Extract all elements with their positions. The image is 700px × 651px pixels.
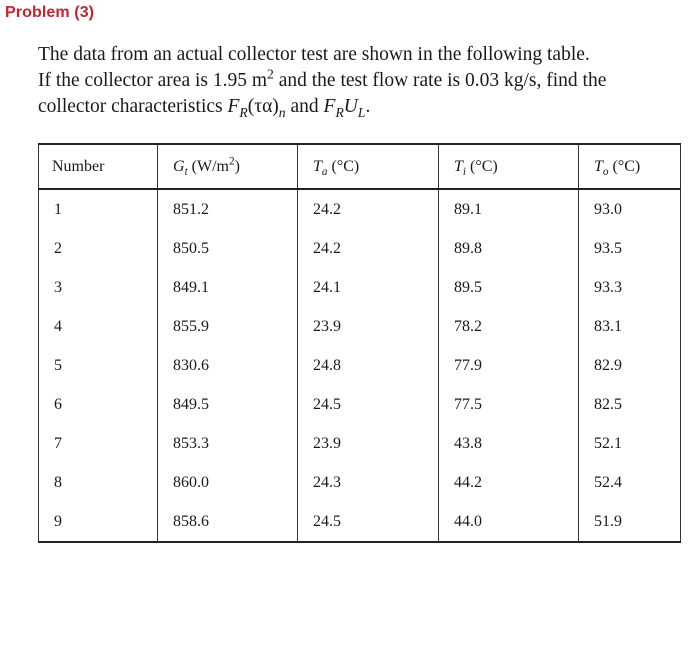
- statement-end-period: .: [365, 96, 371, 117]
- cell-ta: 24.3: [298, 463, 439, 502]
- table-row: [39, 189, 681, 229]
- cell-number: 9: [39, 502, 158, 542]
- cell-to: 51.9: [579, 502, 681, 542]
- collector-test-table: [38, 143, 681, 543]
- statement-line-1: The data from an actual collector test are shown in the following table.: [38, 44, 590, 65]
- cell-gt: 858.6: [158, 502, 298, 542]
- header-number: Number: [39, 144, 158, 189]
- fr2-symbol: F: [323, 96, 336, 117]
- cell-ti: 44.2: [439, 463, 579, 502]
- problem-heading: Problem (3): [5, 4, 95, 21]
- cell-number: 3: [39, 268, 158, 307]
- header-ta-symbol: T: [313, 157, 322, 175]
- cell-ta: 24.5: [298, 385, 439, 424]
- table-row: [39, 424, 681, 463]
- cell-ti: 77.9: [439, 346, 579, 385]
- table-row: [39, 385, 681, 424]
- cell-ti: 77.5: [439, 385, 579, 424]
- statement-line-2: [38, 68, 688, 94]
- header-ti-symbol: T: [454, 157, 463, 175]
- problem-statement: [38, 42, 688, 120]
- cell-ta: 24.2: [298, 229, 439, 268]
- cell-number: 2: [39, 229, 158, 268]
- header-ti: [439, 144, 579, 189]
- header-ta-subscript: a: [321, 165, 328, 178]
- cell-gt: 849.5: [158, 385, 298, 424]
- fr-subscript: R: [239, 104, 248, 120]
- cell-ti: 44.0: [439, 502, 579, 542]
- cell-ti: 78.2: [439, 307, 579, 346]
- cell-ta: 24.1: [298, 268, 439, 307]
- cell-to: 83.1: [579, 307, 681, 346]
- table-header-row: [39, 144, 681, 189]
- cell-ta: 24.5: [298, 502, 439, 542]
- header-gt-unit-b: ): [234, 157, 240, 175]
- tau-alpha-symbol: (τα): [247, 96, 279, 117]
- table-row: [39, 346, 681, 385]
- cell-to: 52.1: [579, 424, 681, 463]
- cell-ta: 23.9: [298, 424, 439, 463]
- header-gt-unit-exponent: 2: [229, 155, 235, 168]
- and-word: and: [285, 96, 324, 117]
- cell-number: 5: [39, 346, 158, 385]
- ul-symbol: U: [343, 96, 358, 117]
- fr-symbol: F: [227, 96, 240, 117]
- cell-number: 6: [39, 385, 158, 424]
- cell-gt: 860.0: [158, 463, 298, 502]
- header-gt: [158, 144, 298, 189]
- statement-line-3: [38, 94, 688, 120]
- cell-gt: 855.9: [158, 307, 298, 346]
- header-ta: [298, 144, 439, 189]
- cell-number: 4: [39, 307, 158, 346]
- table-row: [39, 268, 681, 307]
- cell-ta: 24.2: [298, 189, 439, 229]
- cell-ti: 89.8: [439, 229, 579, 268]
- header-gt-unit-a: (W/m: [187, 157, 229, 175]
- statement-line-3-part-a: collector characteristics: [38, 96, 228, 117]
- cell-ti: 89.1: [439, 189, 579, 229]
- table-row: [39, 502, 681, 542]
- header-ti-unit: (°C): [466, 157, 498, 175]
- table-row: [39, 463, 681, 502]
- cell-ta: 23.9: [298, 307, 439, 346]
- cell-number: 1: [39, 189, 158, 229]
- header-to-unit: (°C): [608, 157, 641, 175]
- cell-to: 52.4: [579, 463, 681, 502]
- header-to-symbol: T: [594, 157, 603, 175]
- cell-to: 93.3: [579, 268, 681, 307]
- cell-gt: 830.6: [158, 346, 298, 385]
- header-gt-symbol: G: [173, 157, 185, 175]
- cell-ti: 89.5: [439, 268, 579, 307]
- header-gt-subscript: t: [184, 165, 188, 178]
- cell-gt: 849.1: [158, 268, 298, 307]
- cell-gt: 853.3: [158, 424, 298, 463]
- header-to: [579, 144, 681, 189]
- fr2-subscript: R: [335, 104, 344, 120]
- cell-ta: 24.8: [298, 346, 439, 385]
- statement-line-2-part-b: and the test flow rate is 0.03 kg/s, find the: [273, 70, 607, 91]
- header-to-subscript: o: [602, 165, 609, 178]
- cell-number: 7: [39, 424, 158, 463]
- cell-to: 82.9: [579, 346, 681, 385]
- n-subscript: n: [278, 104, 286, 120]
- table-row: [39, 229, 681, 268]
- cell-number: 8: [39, 463, 158, 502]
- statement-line-2-part-a: If the collector area is 1.95 m: [38, 70, 268, 91]
- header-ta-unit: (°C): [327, 157, 360, 175]
- cell-ti: 43.8: [439, 424, 579, 463]
- cell-gt: 850.5: [158, 229, 298, 268]
- table-row: [39, 307, 681, 346]
- cell-to: 82.5: [579, 385, 681, 424]
- cell-to: 93.0: [579, 189, 681, 229]
- cell-gt: 851.2: [158, 189, 298, 229]
- cell-to: 93.5: [579, 229, 681, 268]
- area-unit-exponent: 2: [267, 66, 274, 82]
- header-ti-subscript: i: [462, 165, 467, 178]
- ul-subscript: L: [357, 104, 366, 120]
